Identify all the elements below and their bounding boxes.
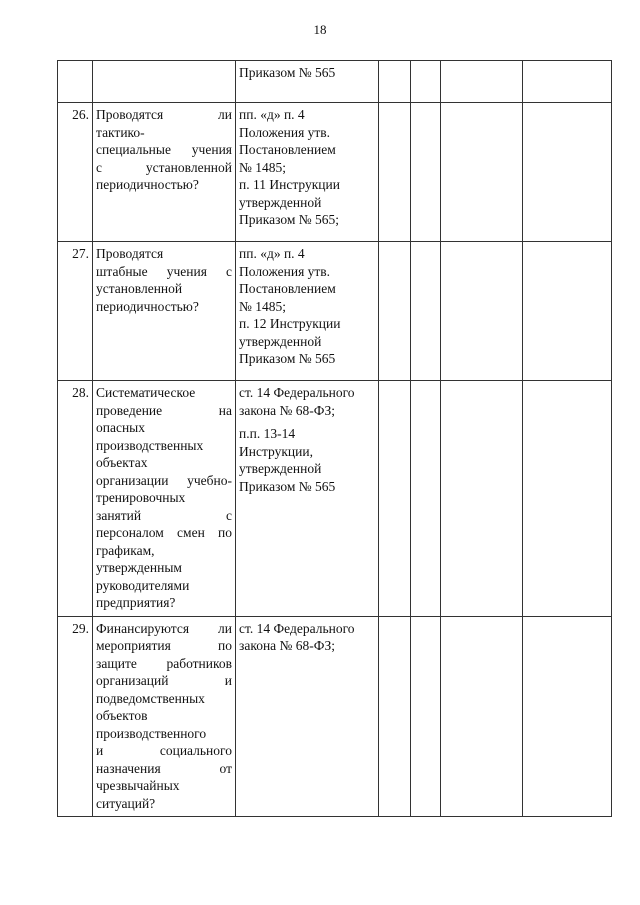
question-line: подведомственных xyxy=(96,690,205,706)
reference-line: Положения утв. xyxy=(239,124,331,140)
question-line: тренировочных xyxy=(96,490,186,505)
row-number: 28. xyxy=(58,381,93,617)
reference-line: ст. 14 Федерального xyxy=(239,385,355,400)
row-number: 29. xyxy=(58,616,93,817)
question-cell xyxy=(93,61,236,103)
question-line: предприятия? xyxy=(96,595,176,610)
question-line: опасных xyxy=(96,420,146,435)
empty-cell xyxy=(379,103,411,242)
question-line: ситуаций? xyxy=(96,795,156,811)
page-number: 18 xyxy=(313,22,327,37)
question-line: Проводятся ли xyxy=(96,107,232,122)
table-row xyxy=(58,616,612,817)
empty-cell xyxy=(523,103,612,242)
reference-line: утвержденной xyxy=(239,333,322,349)
empty-cell xyxy=(441,616,523,817)
row-number: 27. xyxy=(58,242,93,381)
empty-cell xyxy=(441,381,523,617)
empty-cell xyxy=(411,242,441,381)
question-line: объектов xyxy=(96,708,148,723)
question-line: назначения от xyxy=(96,760,232,776)
empty-cell xyxy=(411,381,441,617)
table-row xyxy=(58,103,612,242)
reference-line: ст. 14 Федерального xyxy=(239,620,355,636)
reference-cell xyxy=(236,616,379,817)
empty-cell xyxy=(523,242,612,381)
empty-cell xyxy=(523,616,612,817)
question-line: организации учебно- xyxy=(96,472,232,488)
row-number: 26. xyxy=(58,103,93,242)
question-line: организаций и xyxy=(96,673,232,688)
question-line: проведение на xyxy=(96,402,232,418)
reference-line: утвержденной xyxy=(239,194,322,210)
reference-line: пп. «д» п. 4 xyxy=(239,246,305,261)
reference-line: Постановлением xyxy=(239,142,336,157)
question-line: производственных xyxy=(96,437,204,453)
reference-cell xyxy=(236,61,379,103)
empty-cell xyxy=(379,61,411,103)
question-cell xyxy=(93,616,236,817)
question-line: периодичностью? xyxy=(96,298,199,314)
reference-line: закона № 68-ФЗ; xyxy=(239,638,335,653)
table-row xyxy=(58,242,612,381)
empty-cell xyxy=(441,61,523,103)
question-line: объектах xyxy=(96,455,148,470)
reference-line: № 1485; xyxy=(239,159,287,175)
question-line: занятий с xyxy=(96,507,232,523)
question-line: Проводятся xyxy=(96,246,164,261)
table-row xyxy=(58,61,612,103)
question-line: и социального xyxy=(96,743,232,758)
question-line: тактико- xyxy=(96,124,145,140)
question-cell xyxy=(93,103,236,242)
question-line: Систематическое xyxy=(96,385,196,400)
reference-line: Приказом № 565 xyxy=(239,351,336,366)
empty-cell xyxy=(411,61,441,103)
question-cell xyxy=(93,381,236,617)
empty-cell xyxy=(441,103,523,242)
question-line: персоналом смен по xyxy=(96,525,232,540)
reference-line: закона № 68-ФЗ; xyxy=(239,402,335,418)
reference-cell xyxy=(236,242,379,381)
reference-line: утвержденной xyxy=(239,461,322,476)
empty-cell xyxy=(379,242,411,381)
question-line: с установленной xyxy=(96,159,232,175)
reference-line: Приказом № 565; xyxy=(239,212,339,227)
question-line: руководителями xyxy=(96,577,190,593)
reference-cell xyxy=(236,103,379,242)
table-row xyxy=(58,381,612,617)
reference-line: Приказом № 565 xyxy=(239,65,336,80)
reference-line: п.п. 13-14 xyxy=(239,426,296,441)
checklist-table xyxy=(57,60,612,817)
empty-cell xyxy=(523,381,612,617)
question-line: графикам, xyxy=(96,542,155,558)
row-number xyxy=(58,61,93,103)
reference-line: п. 12 Инструкции xyxy=(239,316,341,331)
question-line: мероприятия по xyxy=(96,638,232,653)
question-line: периодичностью? xyxy=(96,177,199,192)
question-line: установленной xyxy=(96,281,183,296)
question-line: производственного xyxy=(96,725,207,741)
reference-line: пп. «д» п. 4 xyxy=(239,107,305,122)
reference-line: п. 11 Инструкции xyxy=(239,177,340,192)
empty-cell xyxy=(379,616,411,817)
question-line: специальные учения xyxy=(96,142,232,157)
empty-cell xyxy=(523,61,612,103)
reference-line: Приказом № 565 xyxy=(239,478,336,494)
question-line: чрезвычайных xyxy=(96,778,180,793)
question-cell xyxy=(93,242,236,381)
question-line: утвержденным xyxy=(96,560,182,575)
question-line: Финансируются ли xyxy=(96,620,232,636)
empty-cell xyxy=(411,616,441,817)
reference-line: № 1485; xyxy=(239,298,287,314)
question-line: защите работников xyxy=(96,655,232,671)
reference-line: Положения утв. xyxy=(239,263,331,279)
question-line: штабные учения с xyxy=(96,263,232,279)
empty-cell xyxy=(379,381,411,617)
empty-cell xyxy=(411,103,441,242)
reference-line: Инструкции, xyxy=(239,443,313,459)
empty-cell xyxy=(441,242,523,381)
reference-cell xyxy=(236,381,379,617)
reference-line: Постановлением xyxy=(239,281,336,296)
